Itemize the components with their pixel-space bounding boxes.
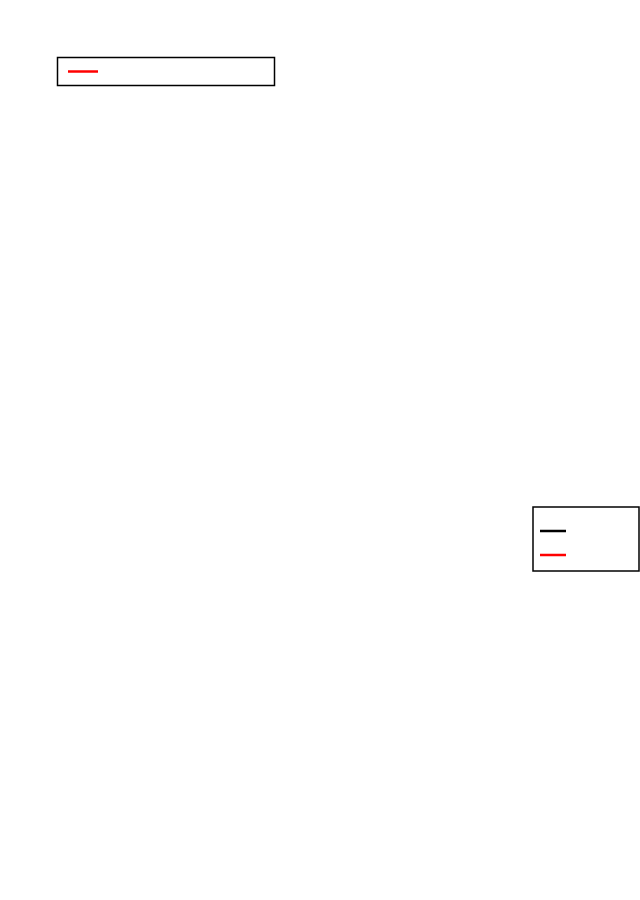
- bottom-right-legend: [533, 507, 639, 571]
- top-legend: [58, 58, 275, 86]
- right-legend-box: [533, 507, 639, 571]
- spi-cdf-chart: [0, 450, 640, 900]
